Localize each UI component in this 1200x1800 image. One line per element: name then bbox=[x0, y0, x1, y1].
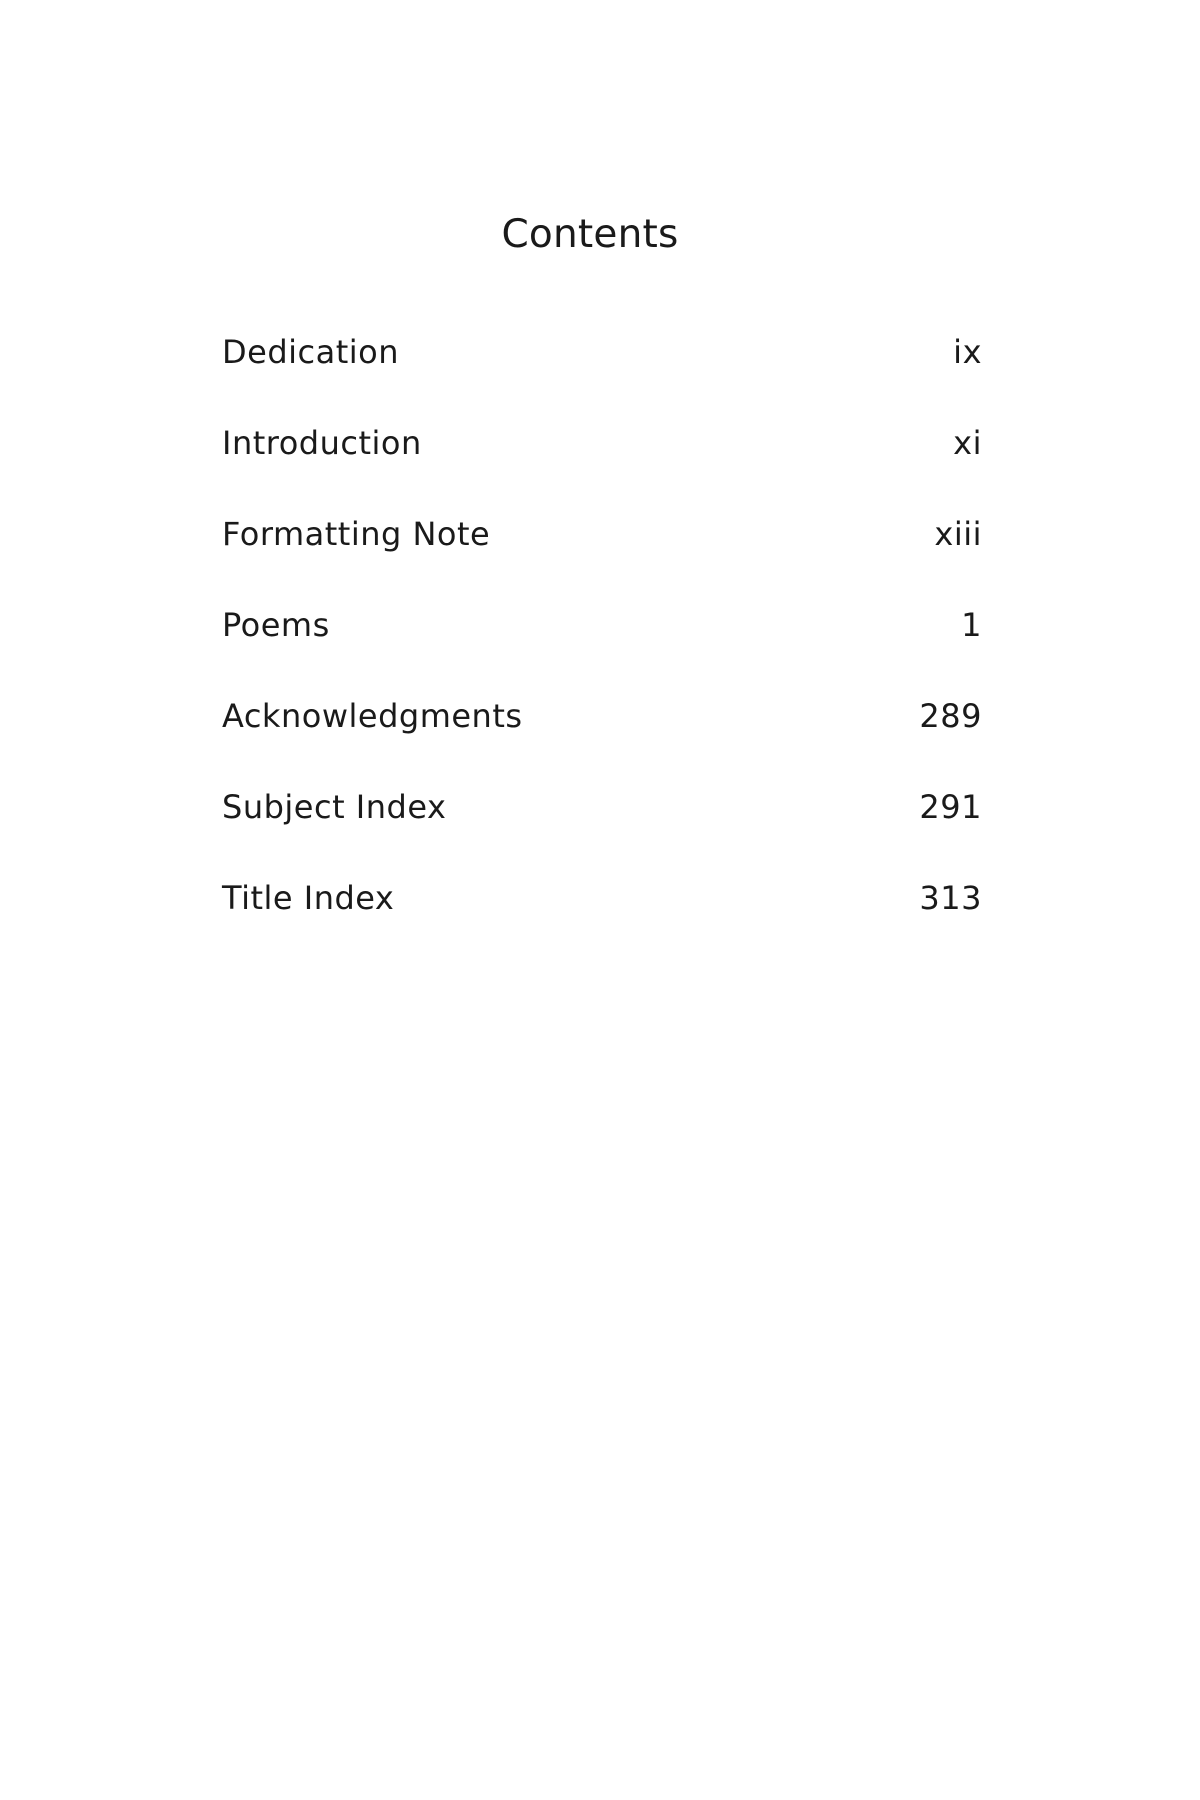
toc-entry-page-number: xiii bbox=[934, 514, 982, 553]
toc-entry-introduction bbox=[222, 397, 982, 488]
toc-entry-page-number: 1 bbox=[961, 605, 982, 644]
toc-entry-label: Introduction bbox=[222, 423, 422, 462]
toc-entry-page-number: 313 bbox=[919, 878, 982, 917]
toc-entry-formatting-note bbox=[222, 488, 982, 579]
toc-entry-page-number: 291 bbox=[919, 787, 982, 826]
toc-entry-label: Poems bbox=[222, 605, 330, 644]
toc-entry-dedication bbox=[222, 306, 982, 397]
toc-entry-subject-index bbox=[222, 761, 982, 852]
toc-entry-label: Subject Index bbox=[222, 787, 447, 826]
toc-entry-acknowledgments bbox=[222, 670, 982, 761]
toc-entry-title-index bbox=[222, 852, 982, 943]
toc-entry-label: Acknowledgments bbox=[222, 696, 523, 735]
toc-entry-page-number: xi bbox=[953, 423, 982, 462]
toc-entry-page-number: ix bbox=[953, 332, 982, 371]
toc-entry-page-number: 289 bbox=[919, 696, 982, 735]
toc-entry-label: Formatting Note bbox=[222, 514, 491, 553]
table-of-contents bbox=[222, 306, 982, 943]
contents-heading: Contents bbox=[501, 212, 679, 257]
toc-entry-poems bbox=[222, 579, 982, 670]
toc-entry-label: Dedication bbox=[222, 332, 400, 371]
toc-entry-label: Title Index bbox=[222, 878, 395, 917]
